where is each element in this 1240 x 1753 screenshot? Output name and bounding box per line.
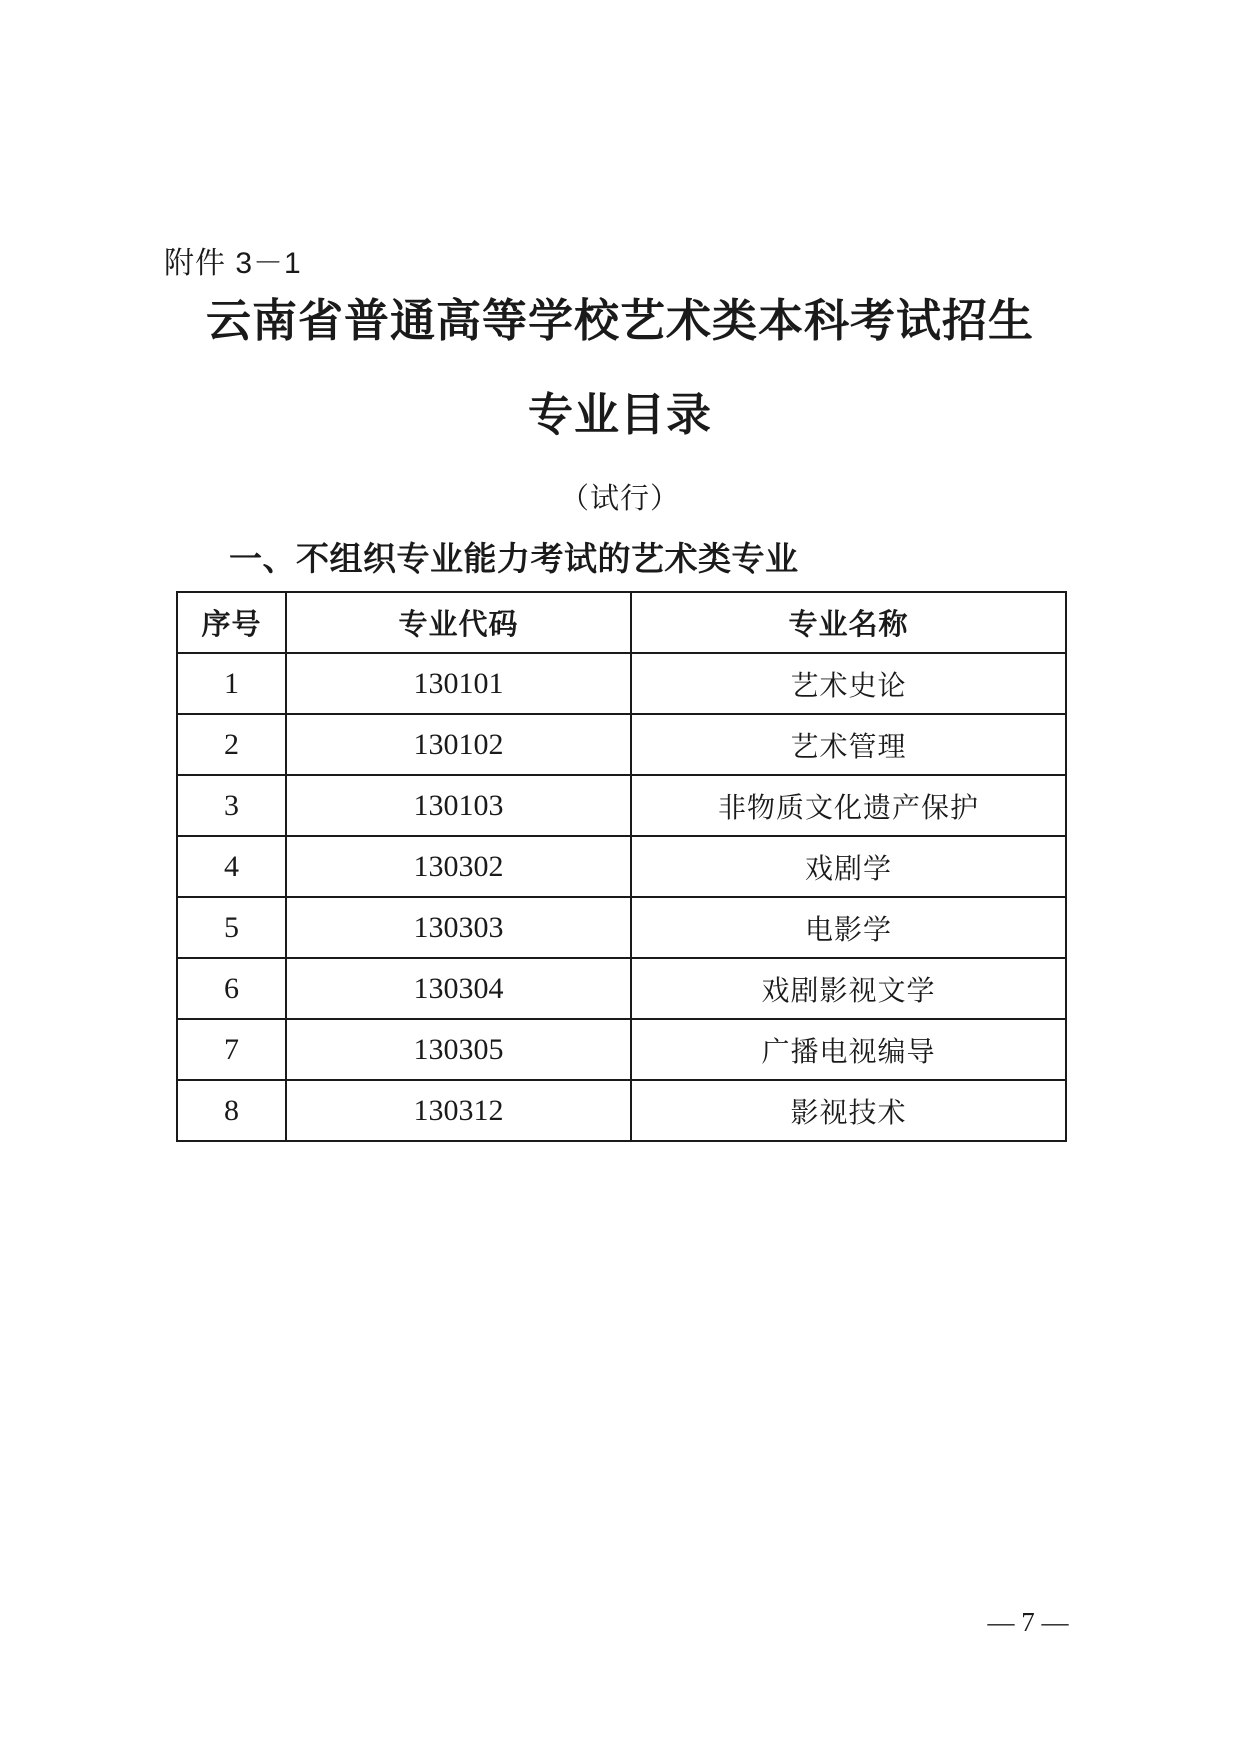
column-header-major-name: 专业名称 [631,592,1066,653]
section-heading: 一、不组织专业能力考试的艺术类专业 [229,540,799,577]
document-subtitle: （试行） [559,483,680,515]
table-row [177,714,1066,775]
column-header-serial: 序号 [177,592,286,653]
cell-major-code: 130305 [286,1019,631,1080]
cell-serial: 1 [177,653,286,714]
cell-major-name: 艺术管理 [631,714,1066,775]
cell-serial: 8 [177,1080,286,1141]
table-row [177,1080,1066,1141]
table-row [177,653,1066,714]
cell-major-name: 戏剧影视文学 [631,958,1066,1019]
cell-major-name: 广播电视编导 [631,1019,1066,1080]
cell-major-code: 130312 [286,1080,631,1141]
cell-major-code: 130303 [286,897,631,958]
page-number: — 7 — [987,1607,1069,1637]
table-row [177,1019,1066,1080]
table-row [177,958,1066,1019]
majors-table [176,591,1067,1142]
cell-serial: 2 [177,714,286,775]
cell-serial: 4 [177,836,286,897]
cell-major-name: 电影学 [631,897,1066,958]
table-header-row [177,592,1066,653]
document-title-line1: 云南省普通高等学校艺术类本科考试招生 [205,296,1034,346]
cell-serial: 5 [177,897,286,958]
cell-major-name: 戏剧学 [631,836,1066,897]
cell-major-name: 艺术史论 [631,653,1066,714]
table-body [177,653,1066,1141]
document-title-line2: 专业目录 [527,390,712,440]
cell-major-name: 影视技术 [631,1080,1066,1141]
table-row [177,775,1066,836]
cell-major-code: 130102 [286,714,631,775]
attachment-label: 附件 3－1 [164,247,302,280]
cell-serial: 7 [177,1019,286,1080]
cell-major-code: 130103 [286,775,631,836]
cell-major-code: 130101 [286,653,631,714]
column-header-major-code: 专业代码 [286,592,631,653]
table-row [177,897,1066,958]
cell-major-code: 130304 [286,958,631,1019]
cell-major-code: 130302 [286,836,631,897]
cell-major-name: 非物质文化遗产保护 [631,775,1066,836]
cell-serial: 6 [177,958,286,1019]
cell-serial: 3 [177,775,286,836]
table-row [177,836,1066,897]
